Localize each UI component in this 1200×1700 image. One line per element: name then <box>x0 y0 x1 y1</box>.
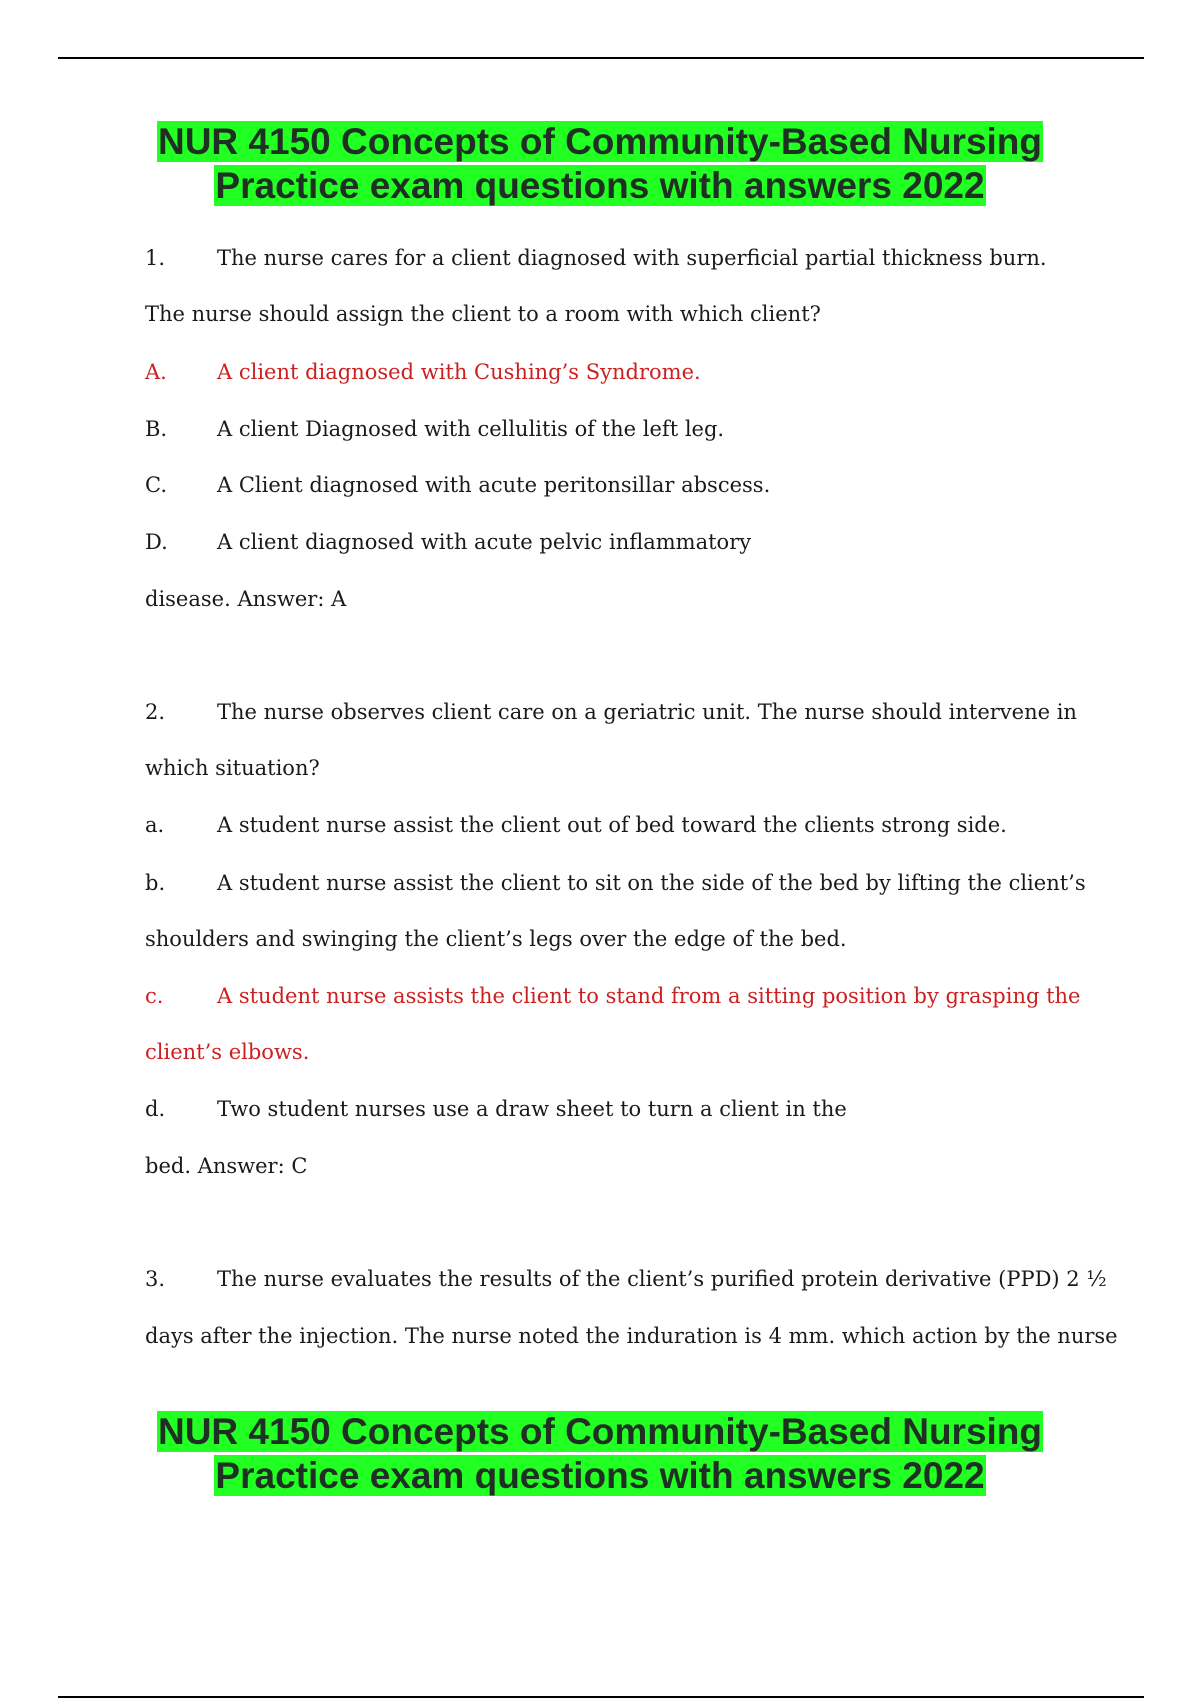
header-banner <box>0 120 1200 208</box>
question-2-option-d <box>145 1095 847 1123</box>
question-1-option-d <box>145 528 751 556</box>
option-text: A client Diagnosed with cellulitis of the left leg. <box>217 417 725 441</box>
question-3-stem <box>145 1265 1107 1293</box>
question-1-option-a <box>145 358 701 386</box>
option-label: D. <box>145 530 168 554</box>
question-2-stem <box>145 698 1077 726</box>
option-label: b. <box>145 871 166 895</box>
option-text: A student nurse assist the client to sit on the side of the bed by lifting the client’s <box>217 871 1086 895</box>
option-text: A Client diagnosed with acute peritonsillar abscess. <box>217 473 771 497</box>
option-label: A. <box>145 360 167 384</box>
header-banner-line2: Practice exam questions with answers 2022 <box>215 165 985 206</box>
option-text: A student nurse assist the client out of bed toward the clients strong side. <box>217 813 1007 837</box>
option-label: d. <box>145 1097 166 1121</box>
question-2-answer: bed. Answer: C <box>145 1154 308 1178</box>
question-3-stem-cont: days after the injection. The nurse noted the induration is 4 mm. which action by the nurse <box>145 1324 1118 1348</box>
question-text: The nurse evaluates the results of the client’s purified protein derivative (PPD) 2 ½ <box>217 1267 1107 1291</box>
footer-banner-line1: NUR 4150 Concepts of Community-Based Nursing <box>157 1411 1043 1452</box>
question-2-stem-cont: which situation? <box>145 756 320 780</box>
question-1-answer: disease. Answer: A <box>145 587 347 611</box>
question-1-option-b <box>145 415 724 443</box>
option-label: a. <box>145 813 165 837</box>
option-text: Two student nurses use a draw sheet to turn a client in the <box>217 1097 847 1121</box>
question-number: 1. <box>145 246 166 270</box>
question-number: 2. <box>145 700 166 724</box>
question-1-option-c <box>145 471 770 499</box>
option-label: B. <box>145 417 168 441</box>
question-2-option-c <box>145 982 1080 1010</box>
footer-banner-line2: Practice exam questions with answers 2022 <box>215 1455 985 1496</box>
question-number: 3. <box>145 1267 166 1291</box>
top-rule <box>58 57 1144 59</box>
question-1-stem <box>145 244 1047 272</box>
question-2-option-c-cont: client’s elbows. <box>145 1040 310 1064</box>
question-2-option-b-cont: shoulders and swinging the client’s legs over the edge of the bed. <box>145 927 847 951</box>
option-text: A client diagnosed with acute pelvic inflammatory <box>217 530 752 554</box>
option-label: c. <box>145 984 164 1008</box>
option-text: A client diagnosed with Cushing’s Syndrome. <box>217 360 701 384</box>
bottom-rule <box>58 1696 1144 1698</box>
question-text: The nurse observes client care on a geriatric unit. The nurse should intervene in <box>217 700 1077 724</box>
question-text: The nurse cares for a client diagnosed with superficial partial thickness burn. <box>217 246 1047 270</box>
option-label: C. <box>145 473 167 497</box>
question-1-stem-cont: The nurse should assign the client to a room with which client? <box>145 302 821 326</box>
option-text: A student nurse assists the client to stand from a sitting position by grasping the <box>217 984 1081 1008</box>
question-2-option-b <box>145 869 1086 897</box>
header-banner-line1: NUR 4150 Concepts of Community-Based Nursing <box>157 121 1043 162</box>
question-2-option-a <box>145 811 1007 839</box>
footer-banner <box>0 1410 1200 1498</box>
